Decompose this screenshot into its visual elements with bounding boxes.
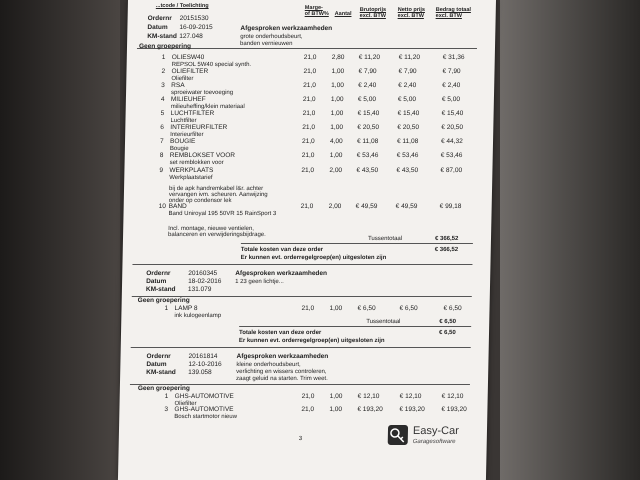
note-line: balanceren en verwijderingsbijdrage.	[168, 232, 266, 238]
item-total: € 15,40	[441, 110, 464, 117]
order-total-value: € 6,50	[438, 330, 456, 336]
subtotal-value: € 366,52	[434, 236, 459, 242]
item-number: 1	[161, 54, 166, 61]
item-code: GHS-AUTOMOTIVE	[174, 393, 234, 400]
item-total: € 12,10	[441, 393, 464, 400]
item-btw: 21,0	[301, 305, 315, 312]
item-bruto: € 7,90	[358, 68, 377, 75]
item-total: € 31,36	[442, 54, 465, 61]
item-description: Bougie	[169, 146, 189, 152]
item-netto: € 15,40	[397, 110, 420, 117]
ordernr-label: Ordernr	[146, 270, 171, 277]
item-total: € 20,50	[441, 124, 464, 131]
item-code: INTERIEURFILTER	[170, 124, 228, 131]
afspraak-line: kleine onderhoudsbeurt,	[236, 362, 301, 368]
afspraak-line: 1 23 geen lichtje...	[235, 279, 284, 285]
item-total: € 7,90	[442, 68, 461, 75]
afspraak-title: Afgesproken werkzaamheden	[235, 270, 328, 277]
item-bruto: € 15,40	[357, 110, 380, 117]
divider	[241, 243, 473, 244]
item-bruto: € 11,08	[356, 138, 379, 145]
item-netto: € 5,00	[397, 96, 417, 103]
item-code: RSA	[171, 82, 185, 89]
item-netto: € 49,59	[395, 203, 418, 210]
item-code: OLIEFILTER	[171, 68, 209, 75]
item-bruto: € 5,00	[357, 96, 377, 103]
item-btw: 21,0	[302, 110, 316, 117]
datum-label: Datum	[147, 24, 168, 31]
item-number: 3	[161, 82, 165, 89]
afspraak-line: banden vernieuwen	[240, 41, 293, 47]
easy-car-logo	[387, 424, 459, 448]
background-right	[500, 0, 640, 480]
item-quantity: 1,00	[329, 406, 343, 413]
item-code: WERKPLAATS	[169, 167, 214, 174]
subtotal-value: € 6,50	[439, 319, 457, 325]
item-total: € 5,00	[441, 96, 461, 103]
item-bruto: € 20,50	[357, 124, 380, 131]
item-quantity: 1,00	[331, 82, 344, 89]
invoice-page	[118, 0, 496, 480]
item-description: Oliefilter	[174, 401, 197, 407]
car-key-icon	[387, 424, 409, 446]
item-code: LUCHTFILTER	[170, 110, 215, 117]
item-number: 3	[164, 406, 169, 413]
item-code: REMBLOKSET VOOR	[169, 152, 236, 159]
item-number: 10	[158, 203, 166, 210]
item-total: € 6,50	[443, 305, 462, 312]
item-quantity: 2,80	[331, 54, 345, 61]
datum-value: 16-09-2015	[179, 24, 213, 31]
note-line: bij de apk handremkabel l&r. achter	[168, 186, 264, 192]
item-btw: 21,0	[303, 82, 316, 89]
divider	[239, 326, 471, 327]
km-label: KM-stand	[146, 369, 176, 376]
item-code: OLIESW40	[171, 54, 205, 61]
item-quantity: 2,00	[328, 203, 342, 210]
item-number: 9	[159, 167, 164, 174]
item-description: sproeiwater toevoeging	[170, 90, 234, 96]
item-description: Luchtfilter	[170, 118, 197, 124]
item-description: milieuheffing/klein materiaal	[170, 104, 245, 110]
item-total: € 193,20	[441, 406, 467, 413]
item-btw: 21,0	[301, 393, 315, 400]
item-total: € 44,32	[440, 138, 463, 145]
divider	[131, 347, 471, 348]
item-description: Oliefilter	[171, 76, 194, 82]
order-total-value: € 366,52	[434, 247, 459, 253]
header-netto: Netto prijs excl. BTW	[397, 7, 426, 19]
item-total: € 53,46	[440, 152, 463, 159]
exclusion-note: Er kunnen evt. orderregelgroep(en) uitgesloten zijn	[240, 255, 387, 261]
km-label: KM-stand	[147, 33, 177, 40]
header-qty: Aantal	[334, 11, 352, 17]
item-number: 4	[160, 96, 165, 103]
item-number: 2	[161, 68, 166, 75]
ordernr-label: Ordernr	[146, 353, 171, 360]
km-value: 127.048	[179, 33, 203, 40]
order-total-label: Totale kosten van deze order	[238, 330, 322, 336]
item-description: REPSOL 5W40 special synth.	[171, 62, 252, 68]
item-netto: € 6,50	[399, 305, 418, 312]
item-btw: 21,0	[303, 68, 317, 75]
item-code: GHS-AUTOMOTIVE	[174, 406, 234, 413]
item-bruto: € 43,50	[356, 167, 379, 174]
item-netto: € 12,10	[399, 393, 422, 400]
item-netto: € 7,90	[398, 68, 417, 75]
item-description: Band Uniroyal 195 50VR 15 RainSport 3	[168, 211, 277, 217]
header-description: ...tcode / Toelichting	[155, 3, 209, 9]
item-btw: 21,0	[301, 167, 315, 174]
item-code: MILIEUHEF	[170, 96, 206, 103]
item-quantity: 1,00	[330, 110, 344, 117]
afspraak-title: Afgesproken werkzaamheden	[240, 25, 333, 32]
datum-value: 18-02-2016	[188, 278, 222, 285]
item-number: 1	[164, 305, 169, 312]
item-description: Werkplaatstarief	[169, 175, 213, 181]
item-btw: 21,0	[300, 203, 314, 210]
header-total: Bedrag totaal excl. BTW	[435, 7, 472, 19]
item-netto: € 11,20	[398, 54, 421, 61]
ordernr-value: 20161814	[188, 353, 218, 360]
item-btw: 21,0	[302, 124, 316, 131]
afspraak-line: verlichting en wissers controleren,	[236, 369, 327, 375]
exclusion-note: Er kunnen evt. orderregelgroep(en) uitgesloten zijn	[238, 338, 385, 344]
subtotal-label: Tussentotaal	[366, 319, 401, 325]
item-quantity: 2,00	[329, 167, 343, 174]
item-number: 1	[164, 393, 169, 400]
item-description: set remblokken voor	[169, 160, 224, 166]
item-netto: € 2,40	[398, 82, 417, 89]
item-code: BOUGIE	[169, 138, 196, 145]
note-line: vervangen ivm. scheuren. Aanwijzing	[168, 192, 268, 198]
item-btw: 21,0	[301, 406, 315, 413]
item-btw: 21,0	[303, 54, 317, 61]
item-total: € 2,40	[442, 82, 461, 89]
datum-value: 12-10-2016	[188, 361, 222, 368]
item-bruto: € 193,20	[357, 406, 383, 413]
item-quantity: 1,00	[329, 305, 343, 312]
item-code: BAND	[168, 203, 187, 210]
group-heading: Geen groepering	[138, 43, 192, 50]
item-netto: € 20,50	[397, 124, 420, 131]
afspraak-title: Afgesproken werkzaamheden	[236, 353, 329, 360]
item-description: Interieurfilter	[170, 132, 204, 138]
datum-label: Datum	[146, 278, 167, 285]
subtotal-label: Tussentotaal	[367, 236, 403, 242]
item-bruto: € 11,20	[358, 54, 381, 61]
header-bruto: Brutoprijs excl. BTW	[359, 7, 387, 19]
item-description: ink kulogeenlamp	[174, 313, 222, 319]
brand-subtitle: Garagesoftware	[412, 439, 456, 445]
item-number: 5	[160, 110, 165, 117]
divider	[132, 264, 472, 265]
ordernr-label: Ordernr	[147, 15, 172, 22]
item-netto: € 43,50	[396, 167, 419, 174]
item-quantity: 4,00	[329, 138, 343, 145]
order-total-label: Totale kosten van deze order	[240, 247, 324, 253]
ordernr-value: 20151530	[179, 15, 209, 22]
item-total: € 99,18	[439, 203, 462, 210]
item-bruto: € 6,50	[357, 305, 376, 312]
item-number: 7	[159, 138, 164, 145]
item-quantity: 1,00	[329, 152, 343, 159]
item-number: 6	[160, 124, 165, 131]
item-quantity: 1,00	[330, 124, 344, 131]
ordernr-value: 20160345	[188, 270, 218, 277]
item-quantity: 1,00	[330, 96, 344, 103]
km-label: KM-stand	[145, 286, 176, 293]
item-netto: € 11,08	[396, 138, 419, 145]
item-bruto: € 49,59	[355, 203, 378, 210]
km-value: 131.079	[187, 286, 212, 293]
item-code: LAMP 8	[174, 305, 198, 312]
item-netto: € 193,20	[399, 406, 425, 413]
note-line: Incl. montage, nieuwe ventielen,	[168, 226, 255, 232]
note-line: onder op condensor lek	[168, 198, 232, 204]
group-heading: Geen groepering	[137, 297, 190, 304]
item-description: Bosch startmotor nieuw	[174, 414, 238, 420]
item-number: 8	[159, 152, 164, 159]
item-bruto: € 53,46	[356, 152, 379, 159]
item-btw: 21,0	[302, 96, 316, 103]
afspraak-line: grote onderhoudsbeurt,	[240, 34, 303, 40]
brand-name: Easy-Car	[412, 425, 459, 437]
item-quantity: 1,00	[329, 393, 343, 400]
km-value: 139.058	[188, 369, 212, 376]
item-btw: 21,0	[301, 138, 315, 145]
item-total: € 87,00	[440, 167, 463, 174]
datum-label: Datum	[146, 361, 167, 368]
header-btw: Marge- of BTW%	[304, 5, 329, 17]
page-number: 3	[298, 436, 303, 442]
group-heading: Geen groepering	[137, 385, 190, 392]
item-quantity: 1,00	[331, 68, 345, 75]
item-btw: 21,0	[301, 152, 315, 159]
afspraak-line: zaagt geluid na starten. Trim weet.	[235, 376, 328, 382]
item-bruto: € 12,10	[357, 393, 380, 400]
item-bruto: € 2,40	[358, 82, 377, 89]
background-left	[0, 0, 120, 480]
item-netto: € 53,46	[396, 152, 419, 159]
